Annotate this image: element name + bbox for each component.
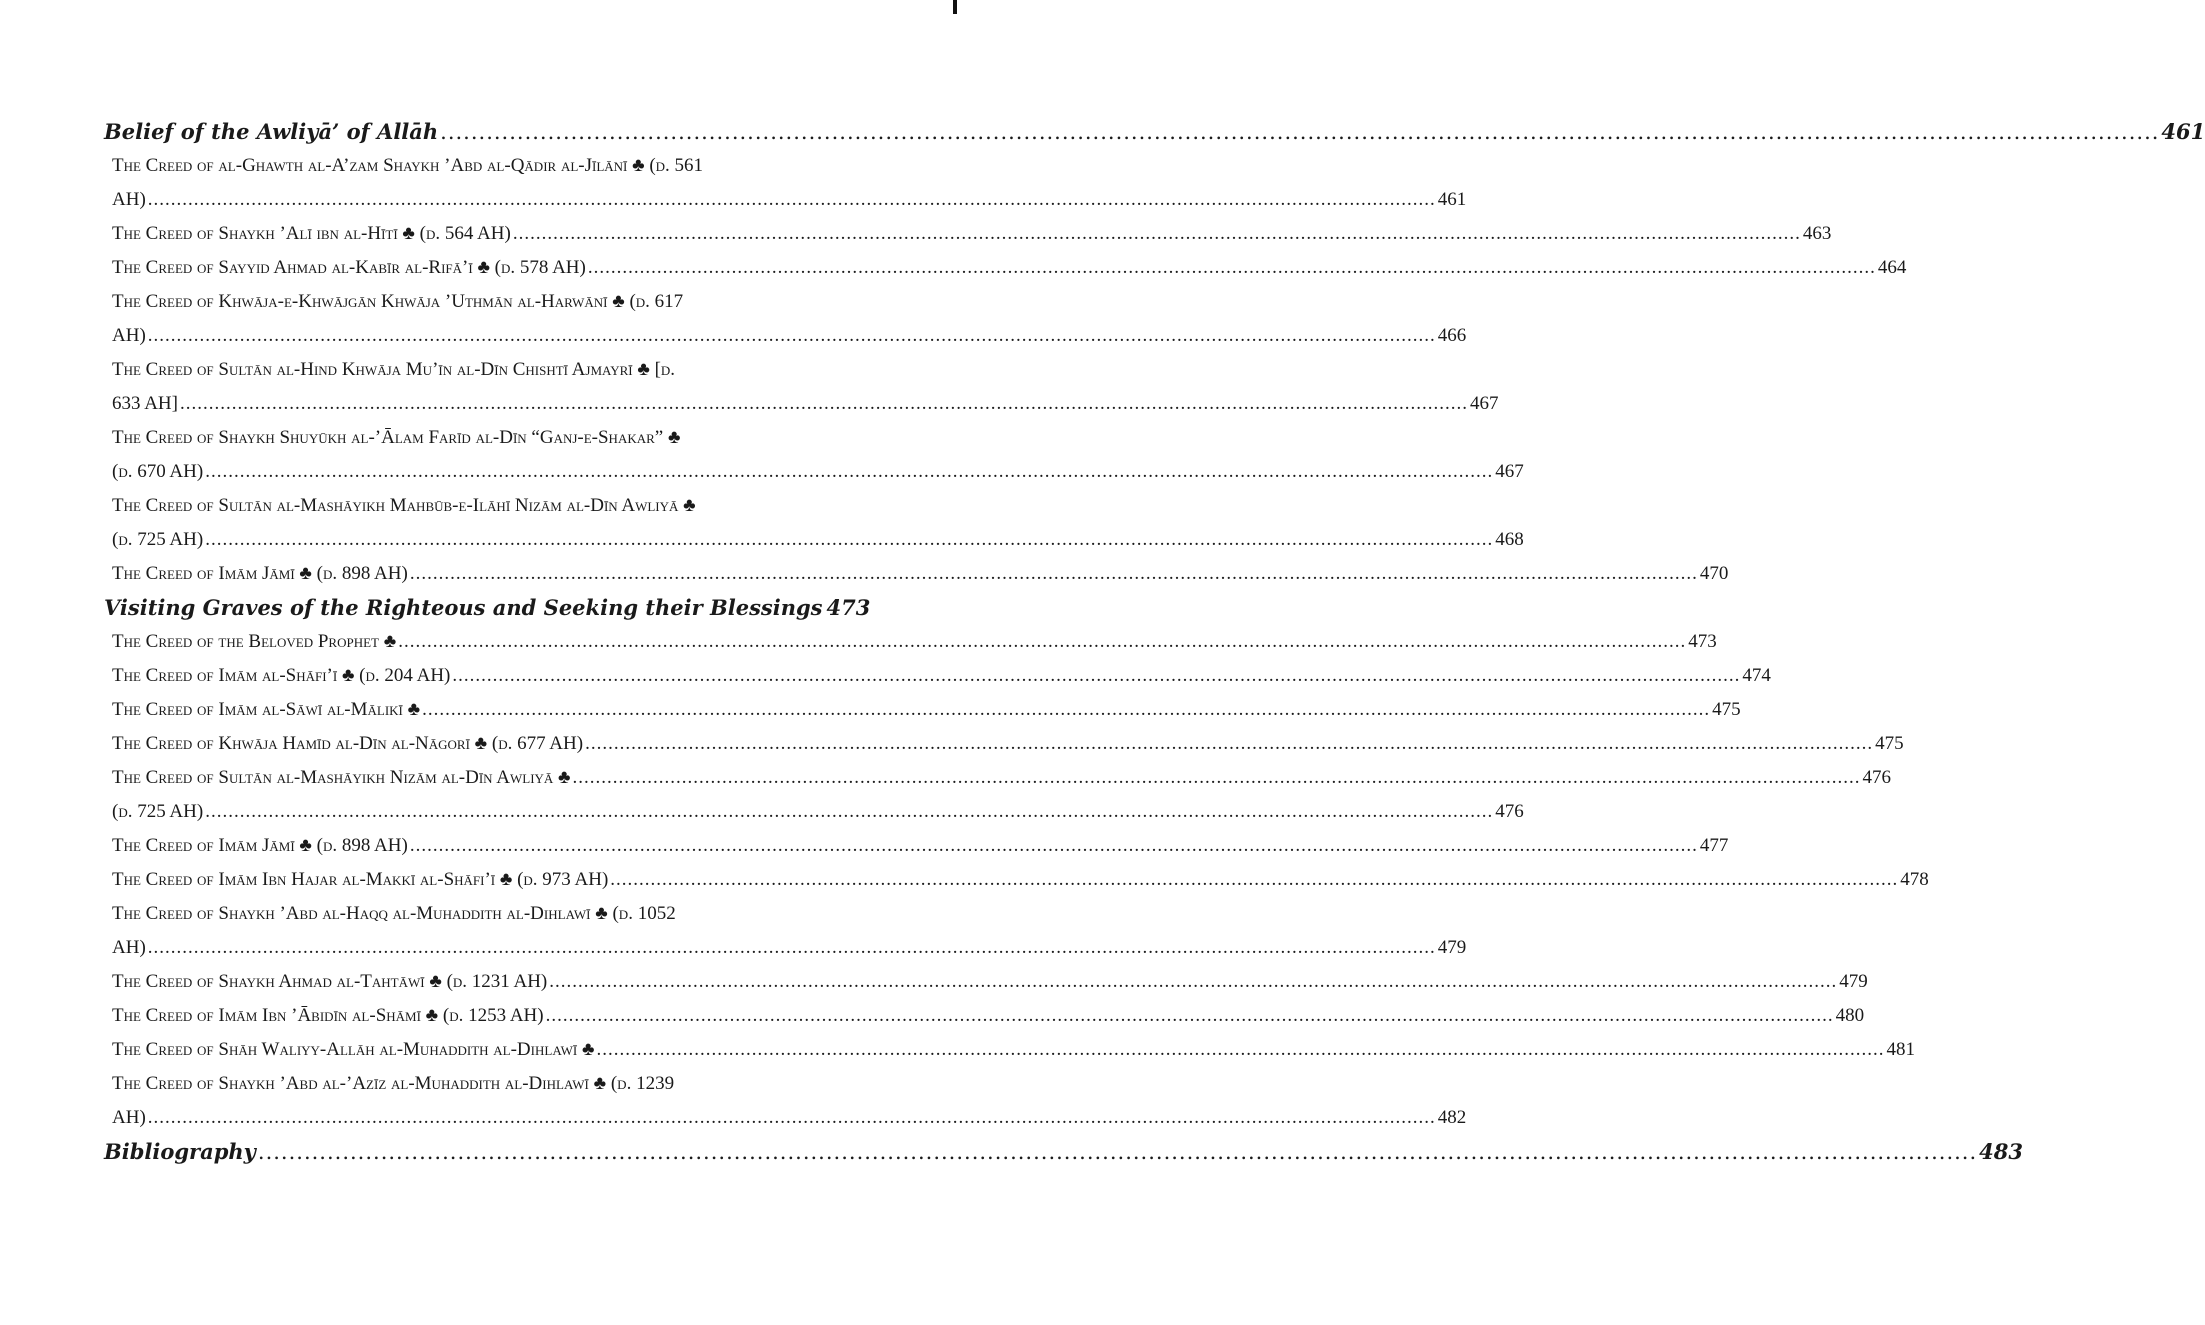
entry-page-number: 477 [1699, 835, 1729, 856]
toc-entry-continuation [112, 387, 1499, 421]
entry-text: The Creed of Sultān al-Mashāyikh Nizām al-Dīn Awliyā ♣ [112, 767, 571, 788]
dot-leader [610, 863, 1898, 897]
entry-page-number: 474 [1742, 665, 1771, 686]
toc-entry[interactable] [112, 557, 1729, 591]
entry-text: AH) [112, 189, 146, 210]
dot-leader [398, 625, 1686, 659]
toc-entry[interactable] [112, 489, 897, 523]
dot-leader [513, 217, 1801, 251]
entry-page-number: 463 [1802, 223, 1832, 244]
entry-page-number: 473 [1688, 631, 1717, 652]
dot-leader [422, 693, 1710, 727]
toc-entry-continuation [112, 1101, 1467, 1135]
entry-text: The Creed of Khwāja Hamīd al-Dīn al-Nāgorī ♣ (d. 677 AH) [112, 733, 584, 754]
entry-text: The Creed of Imām Ibn Hajar al-Makkī al-Shāfi’ī ♣ (d. 973 AH) [112, 869, 609, 890]
dot-leader [205, 795, 1493, 829]
entry-text: AH) [112, 1107, 146, 1128]
entry-page-number: 481 [1886, 1039, 1915, 1060]
entry-page-number: 480 [1835, 1005, 1865, 1026]
entry-text: 633 AH] [112, 393, 178, 414]
entry-page-number: 468 [1495, 529, 1524, 550]
toc-entry-continuation [112, 319, 1467, 353]
scan-mark [953, 0, 957, 14]
dot-leader [410, 557, 1698, 591]
entry-text: The Creed of Imām Jāmī ♣ (d. 898 AH) [112, 563, 408, 584]
entry-page-number: 467 [1469, 393, 1499, 414]
toc-entry[interactable] [112, 421, 897, 455]
entry-page-number: 467 [1495, 461, 1524, 482]
toc-entry-continuation [112, 931, 1467, 965]
section-title: Belief of the Awliyā’ of Allāh [104, 119, 439, 144]
dot-leader [148, 183, 1436, 217]
entry-text: The Creed of Shaykh ’Alī ibn al-Hītī ♣ (d. 564 AH) [112, 223, 511, 244]
toc-entry-continuation [112, 455, 1524, 489]
entry-text: The Creed of Shāh Waliyy-Allāh al-Muhaddith al-Dihlawī ♣ [112, 1039, 595, 1060]
section-page-number: 483 [1979, 1139, 2023, 1164]
entry-page-number: 461 [1437, 189, 1467, 210]
entry-text: The Creed of Khwāja-e-Khwājgān Khwāja ’Uthmān al-Harwānī ♣ (d. 617 [112, 291, 684, 312]
entry-text: The Creed of Sayyid Ahmad al-Kabīr al-Rifā’ī ♣ (d. 578 AH) [112, 257, 586, 278]
toc-entry[interactable] [112, 625, 1717, 659]
toc-entry[interactable] [112, 795, 1524, 829]
toc-entry[interactable] [112, 897, 897, 931]
toc-entry[interactable] [112, 1067, 897, 1101]
entry-page-number: 475 [1712, 699, 1741, 720]
table-of-contents [0, 115, 2205, 1169]
dot-leader [546, 999, 1834, 1033]
entry-page-number: 478 [1900, 869, 1929, 890]
entry-page-number: 475 [1875, 733, 1904, 754]
toc-entry[interactable] [112, 659, 1771, 693]
entry-text: The Creed of Shaykh ’Abd al-Haqq al-Muhaddith al-Dihlawī ♣ (d. 1052 [112, 903, 676, 924]
toc-entry[interactable] [112, 1033, 1915, 1067]
section-page-number: 473 [826, 595, 871, 620]
entry-text: The Creed of Sultān al-Mashāyikh Mahbūb-e-Ilāhī Nizām al-Dīn Awliyā ♣ [112, 495, 696, 516]
toc-entry[interactable] [112, 693, 1741, 727]
dot-leader [410, 829, 1698, 863]
entry-text: The Creed of al-Ghawth al-A’zam Shaykh ’Abd al-Qādir al-Jīlānī ♣ (d. 561 [112, 155, 704, 176]
toc-entry-continuation [112, 523, 1524, 557]
dot-leader [258, 1135, 1977, 1169]
dot-leader [596, 1033, 1884, 1067]
dot-leader [452, 659, 1740, 693]
entry-text: The Creed of Sultān al-Hind Khwāja Mu’īn al-Dīn Chishtī Ajmayrī ♣ [d. [112, 359, 676, 380]
section-title: Bibliography [104, 1139, 256, 1164]
entry-text: The Creed of Imām Jāmī ♣ (d. 898 AH) [112, 835, 408, 856]
entry-page-number: 476 [1495, 801, 1524, 822]
dot-leader [549, 965, 1837, 999]
entry-page-number: 470 [1699, 563, 1729, 584]
entry-page-number: 479 [1839, 971, 1868, 992]
section-title: Visiting Graves of the Righteous and Seeking their Blessings [104, 595, 823, 620]
dot-leader [440, 115, 2159, 149]
entry-text: (d. 670 AH) [112, 461, 204, 482]
dot-leader [148, 319, 1436, 353]
toc-entry[interactable] [112, 761, 1892, 795]
dot-leader [148, 931, 1436, 965]
entry-text: The Creed of Imām al-Sāwī al-Mālikī ♣ [112, 699, 421, 720]
toc-entry[interactable] [112, 217, 1832, 251]
toc-entry[interactable] [112, 829, 1729, 863]
entry-text: The Creed of Shaykh ’Abd al-’Azīz al-Muhaddith al-Dihlawī ♣ (d. 1239 [112, 1073, 675, 1094]
entry-text: AH) [112, 325, 146, 346]
toc-entry-continuation [112, 183, 1467, 217]
entry-text: (d. 725 AH) [112, 529, 204, 550]
entry-text: The Creed of the Beloved Prophet ♣ [112, 631, 397, 652]
toc-section-heading[interactable] [104, 1135, 2023, 1169]
toc-entry[interactable] [112, 285, 897, 319]
toc-entry[interactable] [112, 251, 1907, 285]
entry-page-number: 464 [1877, 257, 1907, 278]
toc-entry[interactable] [112, 965, 1868, 999]
toc-entry[interactable] [112, 149, 897, 183]
entry-text: (d. 725 AH) [112, 801, 204, 822]
toc-entry[interactable] [112, 353, 897, 387]
entry-text: The Creed of Shaykh Ahmad al-Tahtāwī ♣ (d. 1231 AH) [112, 971, 548, 992]
entry-text: The Creed of Imām Ibn ’Ābidīn al-Shāmī ♣ (d. 1253 AH) [112, 1005, 544, 1026]
dot-leader [180, 387, 1468, 421]
toc-entry[interactable] [112, 863, 1929, 897]
entry-text: The Creed of Shaykh Shuyūkh al-’Ālam Farīd al-Dīn “Ganj-e-Shakar” ♣ [112, 427, 681, 448]
toc-section-heading[interactable] [104, 591, 871, 625]
entry-page-number: 479 [1437, 937, 1467, 958]
section-page-number: 461 [2161, 119, 2205, 144]
entry-page-number: 466 [1437, 325, 1467, 346]
entry-text: AH) [112, 937, 146, 958]
entry-page-number: 476 [1862, 767, 1892, 788]
dot-leader [148, 1101, 1436, 1135]
entry-text: The Creed of Imām al-Shāfi’ī ♣ (d. 204 AH) [112, 665, 451, 686]
toc-entry[interactable] [112, 727, 1904, 761]
entry-page-number: 482 [1437, 1107, 1467, 1128]
dot-leader [205, 455, 1493, 489]
dot-leader [588, 251, 1876, 285]
dot-leader [205, 523, 1493, 557]
toc-entry[interactable] [112, 999, 1865, 1033]
dot-leader [573, 761, 1861, 795]
toc-section-heading[interactable] [104, 115, 2205, 149]
dot-leader [585, 727, 1873, 761]
